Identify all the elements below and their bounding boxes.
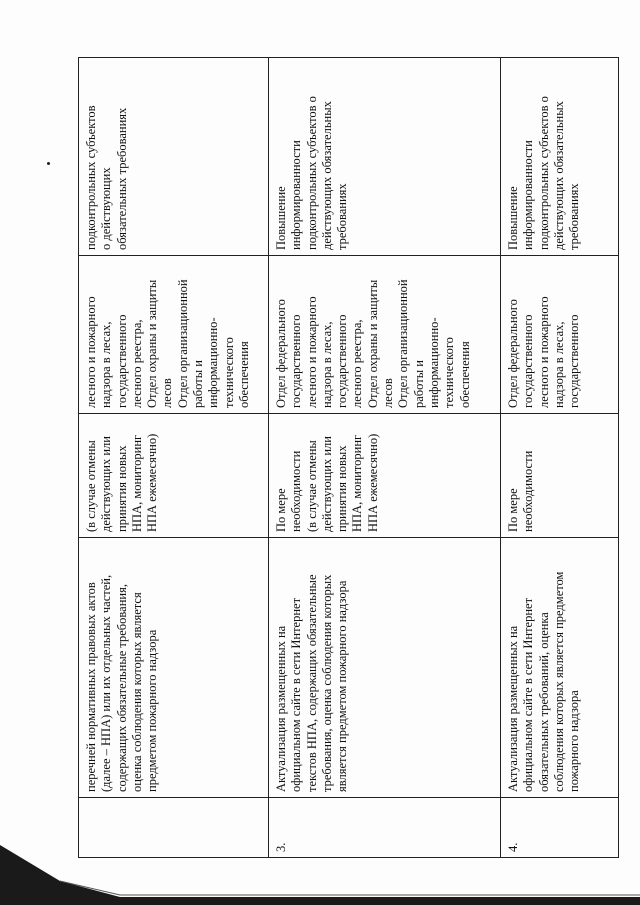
row-number: 3.	[269, 798, 501, 858]
rotated-table-container	[78, 58, 618, 858]
table-row	[269, 58, 501, 858]
measures-table	[78, 57, 619, 858]
term-cell: По мере необходимости (в случае отмены действующих или принятия новых НПА, мониторинг НПА ежемесячно)	[269, 414, 501, 538]
activity-cell: Актуализация размещенных на официальном сайте в сети Интернет обязательных требований, оценка соблюдения которых является предметом пожарного надзора	[501, 538, 619, 798]
responsible-cell: Отдел федерального государственного лесного и пожарного надзора в лесах, государственного	[501, 256, 619, 414]
responsible-cell: Отдел федерального государственного лесного и пожарного надзора в лесах, государственного лесного реестра, Отдел охраны и защиты лесов Отдел организационной работы и информационно- технического обеспечения	[269, 256, 501, 414]
term-cell: (в случае отмены действующих или принятия новых НПА, мониторинг НПА ежемесячно)	[79, 414, 269, 538]
row-number: 4.	[501, 798, 619, 858]
scan-edge-shadow	[0, 845, 640, 905]
activity-cell: перечней нормативных правовых актов (далее – НПА) или их отдельных частей, содержащих обязательные требования, оценка соблюдения которых является предметом пожарного надзора	[79, 538, 269, 798]
responsible-cell: лесного и пожарного надзора в лесах, государственного лесного реестра, Отдел охраны и защиты лесов Отдел организационной работы и информационно- технического обеспечения	[79, 256, 269, 414]
scan-speck	[47, 162, 50, 165]
result-cell: Повышение информированности подконтрольных субъектов о действующих обязательных требованиях	[269, 58, 501, 256]
table-row	[79, 58, 269, 858]
term-cell: По мере необходимости	[501, 414, 619, 538]
result-cell: подконтрольных субъектов о действующих обязательных требованиях	[79, 58, 269, 256]
activity-cell: Актуализация размещенных на официальном сайте в сети Интернет текстов НПА, содержащих обязательные требования, оценка соблюдения которых является предметом пожарного надзора	[269, 538, 501, 798]
result-cell: Повышение информированности подконтрольных субъектов о действующих обязательных требованиях	[501, 58, 619, 256]
table-row	[501, 58, 619, 858]
